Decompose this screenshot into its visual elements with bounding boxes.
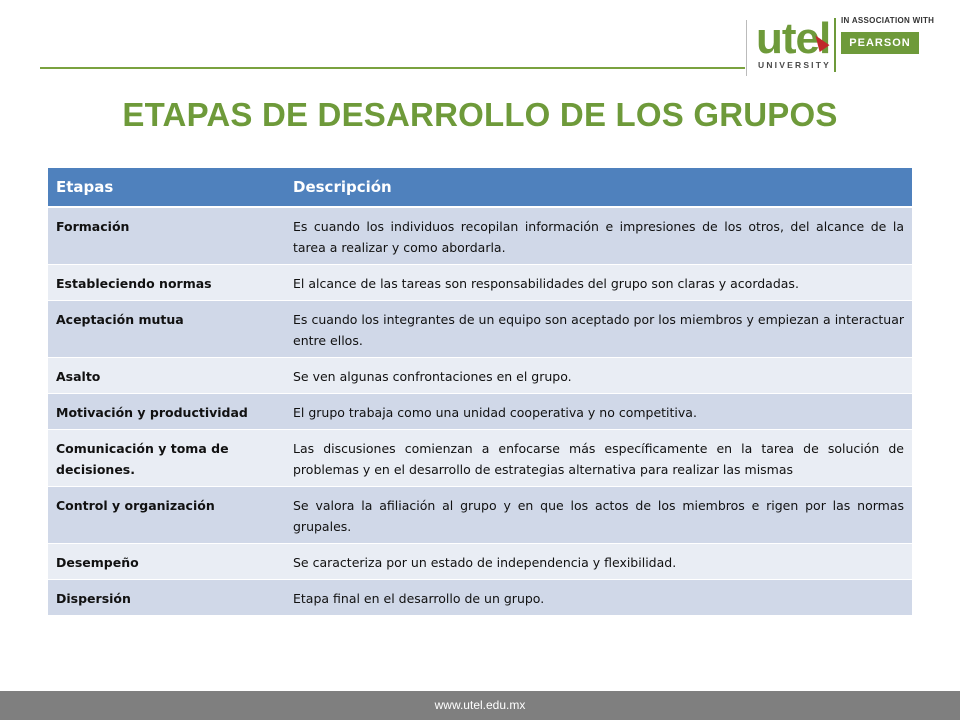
stage-description: Se ven algunas confrontaciones en el grupo.: [285, 358, 912, 394]
pearson-badge: PEARSON: [841, 32, 919, 54]
stage-description: Las discusiones comienzan a enfocarse más específicamente en la tarea de solución de problemas y en el desarrollo de estrategias alternativa para realizar las mismas: [285, 430, 912, 487]
logo-divider: [746, 20, 747, 76]
utel-pearson-logo: [746, 14, 946, 74]
stage-name: Comunicación y toma de decisiones.: [48, 430, 285, 487]
logo-university-text: UNIVERSITY: [758, 60, 832, 70]
logo-utel-text: utel: [756, 14, 831, 63]
table-row: [48, 301, 912, 358]
stage-name: Aceptación mutua: [48, 301, 285, 358]
stage-description: Es cuando los integrantes de un equipo son aceptado por los miembros y empiezan a interactuar entre ellos.: [285, 301, 912, 358]
table-row: [48, 265, 912, 301]
table-row: [48, 487, 912, 544]
stage-name: Motivación y productividad: [48, 394, 285, 430]
table-row: [48, 430, 912, 487]
stage-name: Estableciendo normas: [48, 265, 285, 301]
stage-description: Se caracteriza por un estado de independencia y flexibilidad.: [285, 544, 912, 580]
logo-association-text: IN ASSOCIATION WITH: [841, 16, 935, 25]
footer-bar: [0, 691, 960, 720]
stage-name: Formación: [48, 207, 285, 265]
table-row: [48, 544, 912, 580]
header-divider-line: [40, 67, 745, 69]
column-header-etapas: Etapas: [48, 168, 285, 207]
table-row: [48, 580, 912, 616]
stage-name: Dispersión: [48, 580, 285, 616]
stage-name: Desempeño: [48, 544, 285, 580]
stages-table: [48, 168, 912, 616]
stage-description: Se valora la afiliación al grupo y en que los actos de los miembros e rigen por las normas grupales.: [285, 487, 912, 544]
table-row: [48, 207, 912, 265]
logo-separator: [834, 18, 836, 72]
stage-description: Es cuando los individuos recopilan información e impresiones de los otros, del alcance de la tarea a realizar y como abordarla.: [285, 207, 912, 265]
stage-name: Control y organización: [48, 487, 285, 544]
footer-url: www.utel.edu.mx: [434, 698, 526, 712]
stage-description: El grupo trabaja como una unidad cooperativa y no competitiva.: [285, 394, 912, 430]
table-row: [48, 394, 912, 430]
table-header-row: [48, 168, 912, 207]
column-header-descripcion: Descripción: [285, 168, 912, 207]
stage-description: El alcance de las tareas son responsabilidades del grupo son claras y acordadas.: [285, 265, 912, 301]
slide-title: ETAPAS DE DESARROLLO DE LOS GRUPOS: [122, 96, 838, 133]
stage-name: Asalto: [48, 358, 285, 394]
stage-description: Etapa final en el desarrollo de un grupo.: [285, 580, 912, 616]
table-row: [48, 358, 912, 394]
